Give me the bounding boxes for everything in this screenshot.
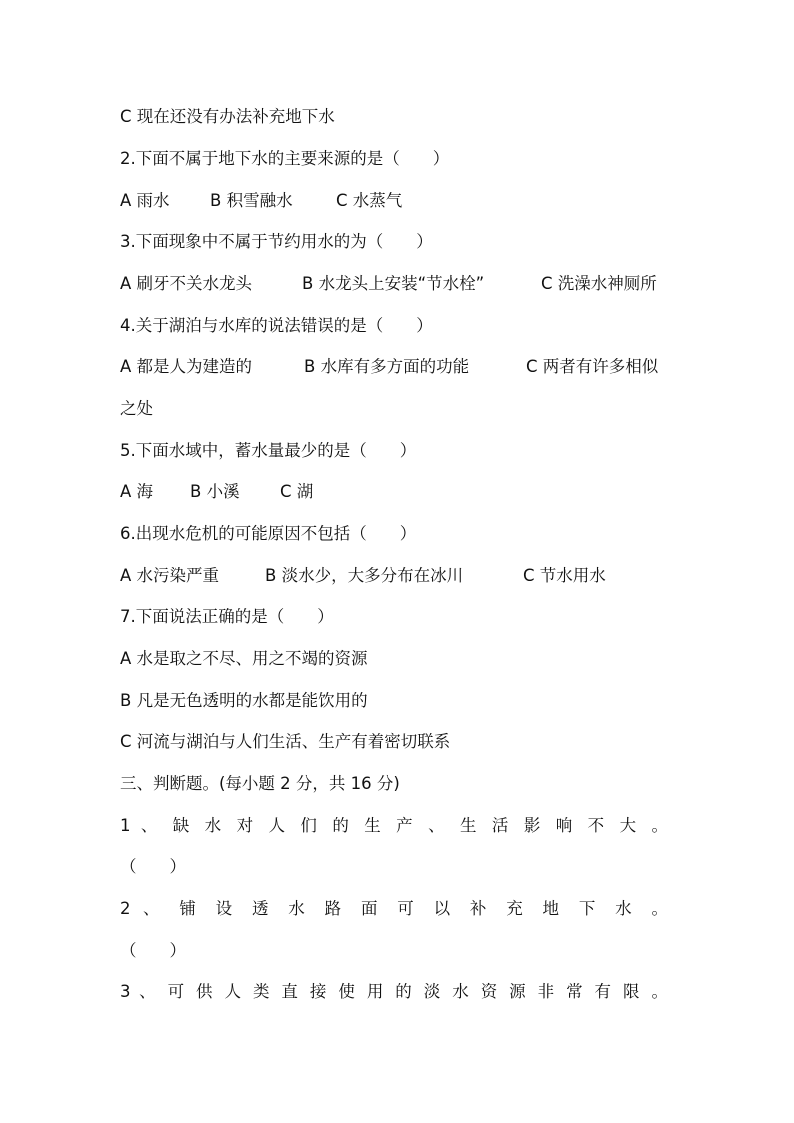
section-heading: 三、判断题。(每小题 2 分，共 16 分) xyxy=(120,774,400,793)
option-c: C 洗澡水神厕所 xyxy=(541,274,657,293)
question-3: 3.下面现象中不属于节约用水的为（ ） xyxy=(120,232,433,251)
option-a: A 雨水 xyxy=(120,191,170,210)
option-continuation: 之处 xyxy=(120,399,153,418)
question-3-options xyxy=(120,273,680,295)
question-5-options xyxy=(120,481,680,503)
option-c: C 河流与湖泊与人们生活、生产有着密切联系 xyxy=(120,732,451,751)
answer-paren: （ ） xyxy=(120,857,186,876)
question-6: 6.出现水危机的可能原因不包括（ ） xyxy=(120,524,417,543)
judgment-1: 1 、 缺 水 对 人 们 的 生 产 、 生 活 影 响 不 大 。 xyxy=(120,816,668,835)
option-b: B 淡水少，大多分布在冰川 xyxy=(265,566,464,585)
option-a: A 刷牙不关水龙头 xyxy=(120,274,253,293)
option-b: B 小溪 xyxy=(190,482,240,501)
question-7: 7.下面说法正确的是（ ） xyxy=(120,607,334,626)
option-a: A 都是人为建造的 xyxy=(120,357,253,376)
question-6-options xyxy=(120,565,680,587)
judgment-2: 2 、 铺 设 透 水 路 面 可 以 补 充 地 下 水 。 xyxy=(120,899,668,918)
judgment-3: 3 、 可 供 人 类 直 接 使 用 的 淡 水 资 源 非 常 有 限 。 xyxy=(120,982,668,1001)
question-4: 4.关于湖泊与水库的说法错误的是（ ） xyxy=(120,316,433,335)
option-b: B 积雪融水 xyxy=(210,191,293,210)
option-c: C 两者有许多相似 xyxy=(526,357,659,376)
option-b: B 水库有多方面的功能 xyxy=(304,357,470,376)
question-4-options xyxy=(120,356,680,378)
option-c: C 湖 xyxy=(280,482,314,501)
option-line: C 现在还没有办法补充地下水 xyxy=(120,107,335,126)
question-2: 2.下面不属于地下水的主要来源的是（ ） xyxy=(120,149,450,168)
option-a: A 水污染严重 xyxy=(120,566,220,585)
option-c: C 节水用水 xyxy=(523,566,606,585)
question-5: 5.下面水域中，蓄水量最少的是（ ） xyxy=(120,441,417,460)
option-a: A 海 xyxy=(120,482,154,501)
option-a: A 水是取之不尽、用之不竭的资源 xyxy=(120,649,368,668)
question-2-options xyxy=(120,190,680,212)
answer-paren: （ ） xyxy=(120,941,186,960)
option-b: B 水龙头上安装“节水栓” xyxy=(302,274,485,293)
option-c: C 水蒸气 xyxy=(336,191,403,210)
option-b: B 凡是无色透明的水都是能饮用的 xyxy=(120,691,368,710)
